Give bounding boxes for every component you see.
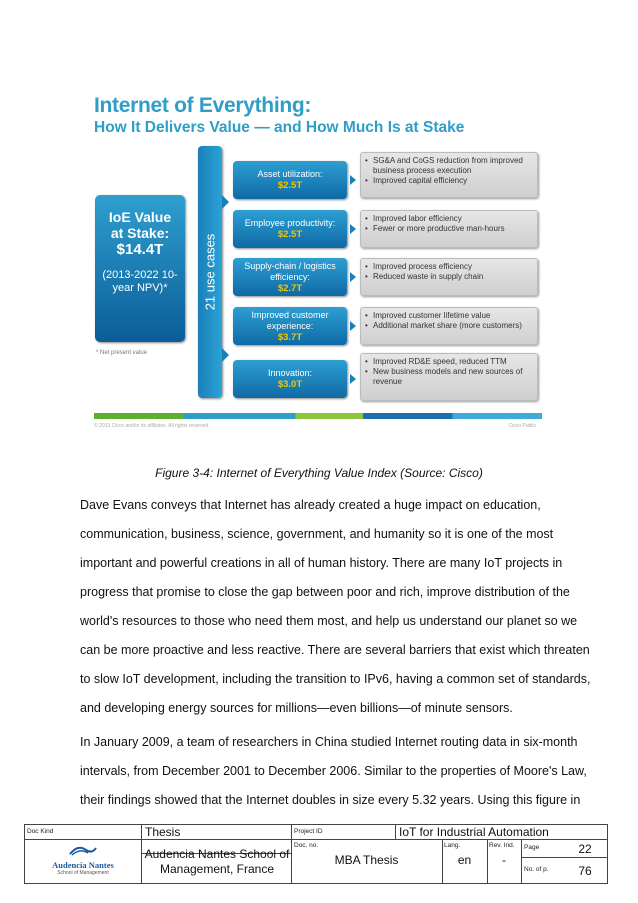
value-amount: $2.5T xyxy=(277,229,303,240)
benefit-item: • New business models and new sources of revenue xyxy=(365,367,533,387)
doc-no-value: MBA Thesis xyxy=(334,853,399,867)
arrow-right-icon xyxy=(350,272,356,282)
figure-footer-brand: Cisco Public xyxy=(508,423,536,429)
value-label: Employee productivity: xyxy=(244,218,336,228)
use-cases-label: 21 use cases xyxy=(202,233,218,311)
num-pages-label: No. of p. xyxy=(524,866,549,873)
arrow-right-icon xyxy=(350,321,356,331)
benefit-box-innovation xyxy=(360,353,538,401)
footer-divider xyxy=(521,857,607,858)
arrow-right-icon xyxy=(350,175,356,185)
figure-caption: Figure 3-4: Internet of Everything Value Index (Source: Cisco) xyxy=(155,466,483,480)
paragraph-line: communication, business, science, government, and humanity so it is one of the most xyxy=(80,527,554,541)
page-label: Page xyxy=(524,844,540,851)
value-label: Supply-chain / logistics efficiency: xyxy=(244,260,336,282)
figure-color-stripe xyxy=(94,413,542,419)
ioe-value-line2: at Stake: xyxy=(110,225,170,241)
arrow-right-icon xyxy=(350,224,356,234)
ioe-value-line1: IoE Value xyxy=(108,209,172,225)
value-box-customer-experience xyxy=(233,307,347,345)
num-pages-value: 76 xyxy=(578,864,592,878)
doc-kind-label: Doc Kind xyxy=(27,828,54,835)
paragraph-line: Dave Evans conveys that Internet has already created a huge impact on education, xyxy=(80,498,541,512)
rev-value: - xyxy=(502,853,506,867)
logo-name: Audencia Nantes xyxy=(52,860,114,870)
audencia-logo xyxy=(29,843,137,881)
ioe-value-figure xyxy=(88,88,548,432)
rev-label: Rev. Ind. xyxy=(489,842,515,849)
footer-divider xyxy=(141,825,142,883)
project-title: IoT for Industrial Automation xyxy=(399,825,549,839)
lang-label: Lang. xyxy=(444,842,461,849)
value-box-supply-chain xyxy=(233,258,347,296)
chevron-right-icon xyxy=(222,348,229,362)
project-id-label: Project ID xyxy=(294,828,323,835)
figure-title: Internet of Everything: xyxy=(94,94,312,117)
value-amount: $3.0T xyxy=(277,379,303,390)
benefit-box-supply-chain xyxy=(360,258,538,296)
benefit-box-employee-productivity xyxy=(360,210,538,248)
benefit-item: • Additional market share (more customers) xyxy=(365,321,533,331)
paragraph-line: to slow IoT development, including the transition to IPv6, having a common set of standards, xyxy=(80,672,591,686)
paragraph-line: can be more proactive and less reactive. There are several barriers that exist which threaten xyxy=(80,643,590,657)
npv-footnote: * Net present value xyxy=(96,350,148,356)
paragraph-line: intervals, from December 2001 to December 2006. Similar to the properties of Moore's Law, xyxy=(80,764,587,778)
benefit-item: • Fewer or more productive man-hours xyxy=(365,224,533,234)
school-name: Audencia Nantes School of Management, France xyxy=(144,847,290,876)
benefit-item: • Improved customer lifetime value xyxy=(365,311,533,321)
paragraph-2 xyxy=(80,728,587,815)
figure-copyright: © 2013 Cisco and/or its affiliates. All rights reserved. xyxy=(94,423,210,429)
value-label: Asset utilization: xyxy=(257,169,323,179)
paragraph-1 xyxy=(80,491,591,723)
doc-no-label: Doc. no. xyxy=(294,842,319,849)
logo-subtitle: School of Management xyxy=(57,870,109,876)
ioe-value-amount: $14.4T xyxy=(116,241,164,258)
chevron-right-icon xyxy=(222,195,229,209)
value-amount: $2.7T xyxy=(277,282,303,294)
benefit-item: • Improved RD&E speed, reduced TTM xyxy=(365,357,533,367)
doc-kind-value: Thesis xyxy=(145,825,181,839)
paragraph-line: their findings showed that the Internet doubles in size every 5.32 years. Using this figure in xyxy=(80,793,581,807)
use-cases-bar xyxy=(198,146,222,398)
paragraph-line: important and powerful creations in all of human history. There are many IoT projects in xyxy=(80,556,563,570)
benefit-item: • Improved labor efficiency xyxy=(365,214,533,224)
footer-divider xyxy=(395,825,396,839)
ioe-value-box xyxy=(95,195,185,342)
arrow-right-icon xyxy=(350,374,356,384)
value-amount: $3.7T xyxy=(277,331,303,343)
benefit-item: • Improved process efficiency xyxy=(365,262,533,272)
value-amount: $2.5T xyxy=(277,180,303,191)
benefit-box-asset-utilization xyxy=(360,152,538,198)
paragraph-line: world's resources to those who need them most, and help us understand our planet so we xyxy=(80,614,578,628)
ioe-value-note: (2013-2022 10-year NPV)* xyxy=(102,269,178,294)
figure-subtitle: How It Delivers Value — and How Much Is at Stake xyxy=(94,119,465,136)
value-label: Improved customer experience: xyxy=(251,309,329,331)
logo-mark-icon xyxy=(68,844,98,856)
paragraph-line: In January 2009, a team of researchers in China studied Internet routing data in six-month xyxy=(80,735,578,749)
benefit-item: • Reduced waste in supply chain xyxy=(365,272,533,282)
footer-divider xyxy=(521,839,522,883)
benefit-box-customer-experience xyxy=(360,307,538,345)
benefit-item: • Improved capital efficiency xyxy=(365,176,533,186)
value-box-asset-utilization xyxy=(233,161,347,199)
value-box-employee-productivity xyxy=(233,210,347,248)
value-box-innovation xyxy=(233,360,347,398)
benefit-item: • SG&A and CoGS reduction from improved business process execution xyxy=(365,156,533,176)
value-label: Innovation: xyxy=(267,368,313,378)
page-number: 22 xyxy=(578,842,592,856)
footer-divider xyxy=(25,839,607,840)
paragraph-line: and developing energy sources for millions—even billions—of minute sensors. xyxy=(80,701,513,715)
document-footer-table xyxy=(24,824,608,884)
paragraph-line: progress that promise to close the gap between poor and rich, improve distribution of the xyxy=(80,585,570,599)
lang-value: en xyxy=(457,853,472,867)
